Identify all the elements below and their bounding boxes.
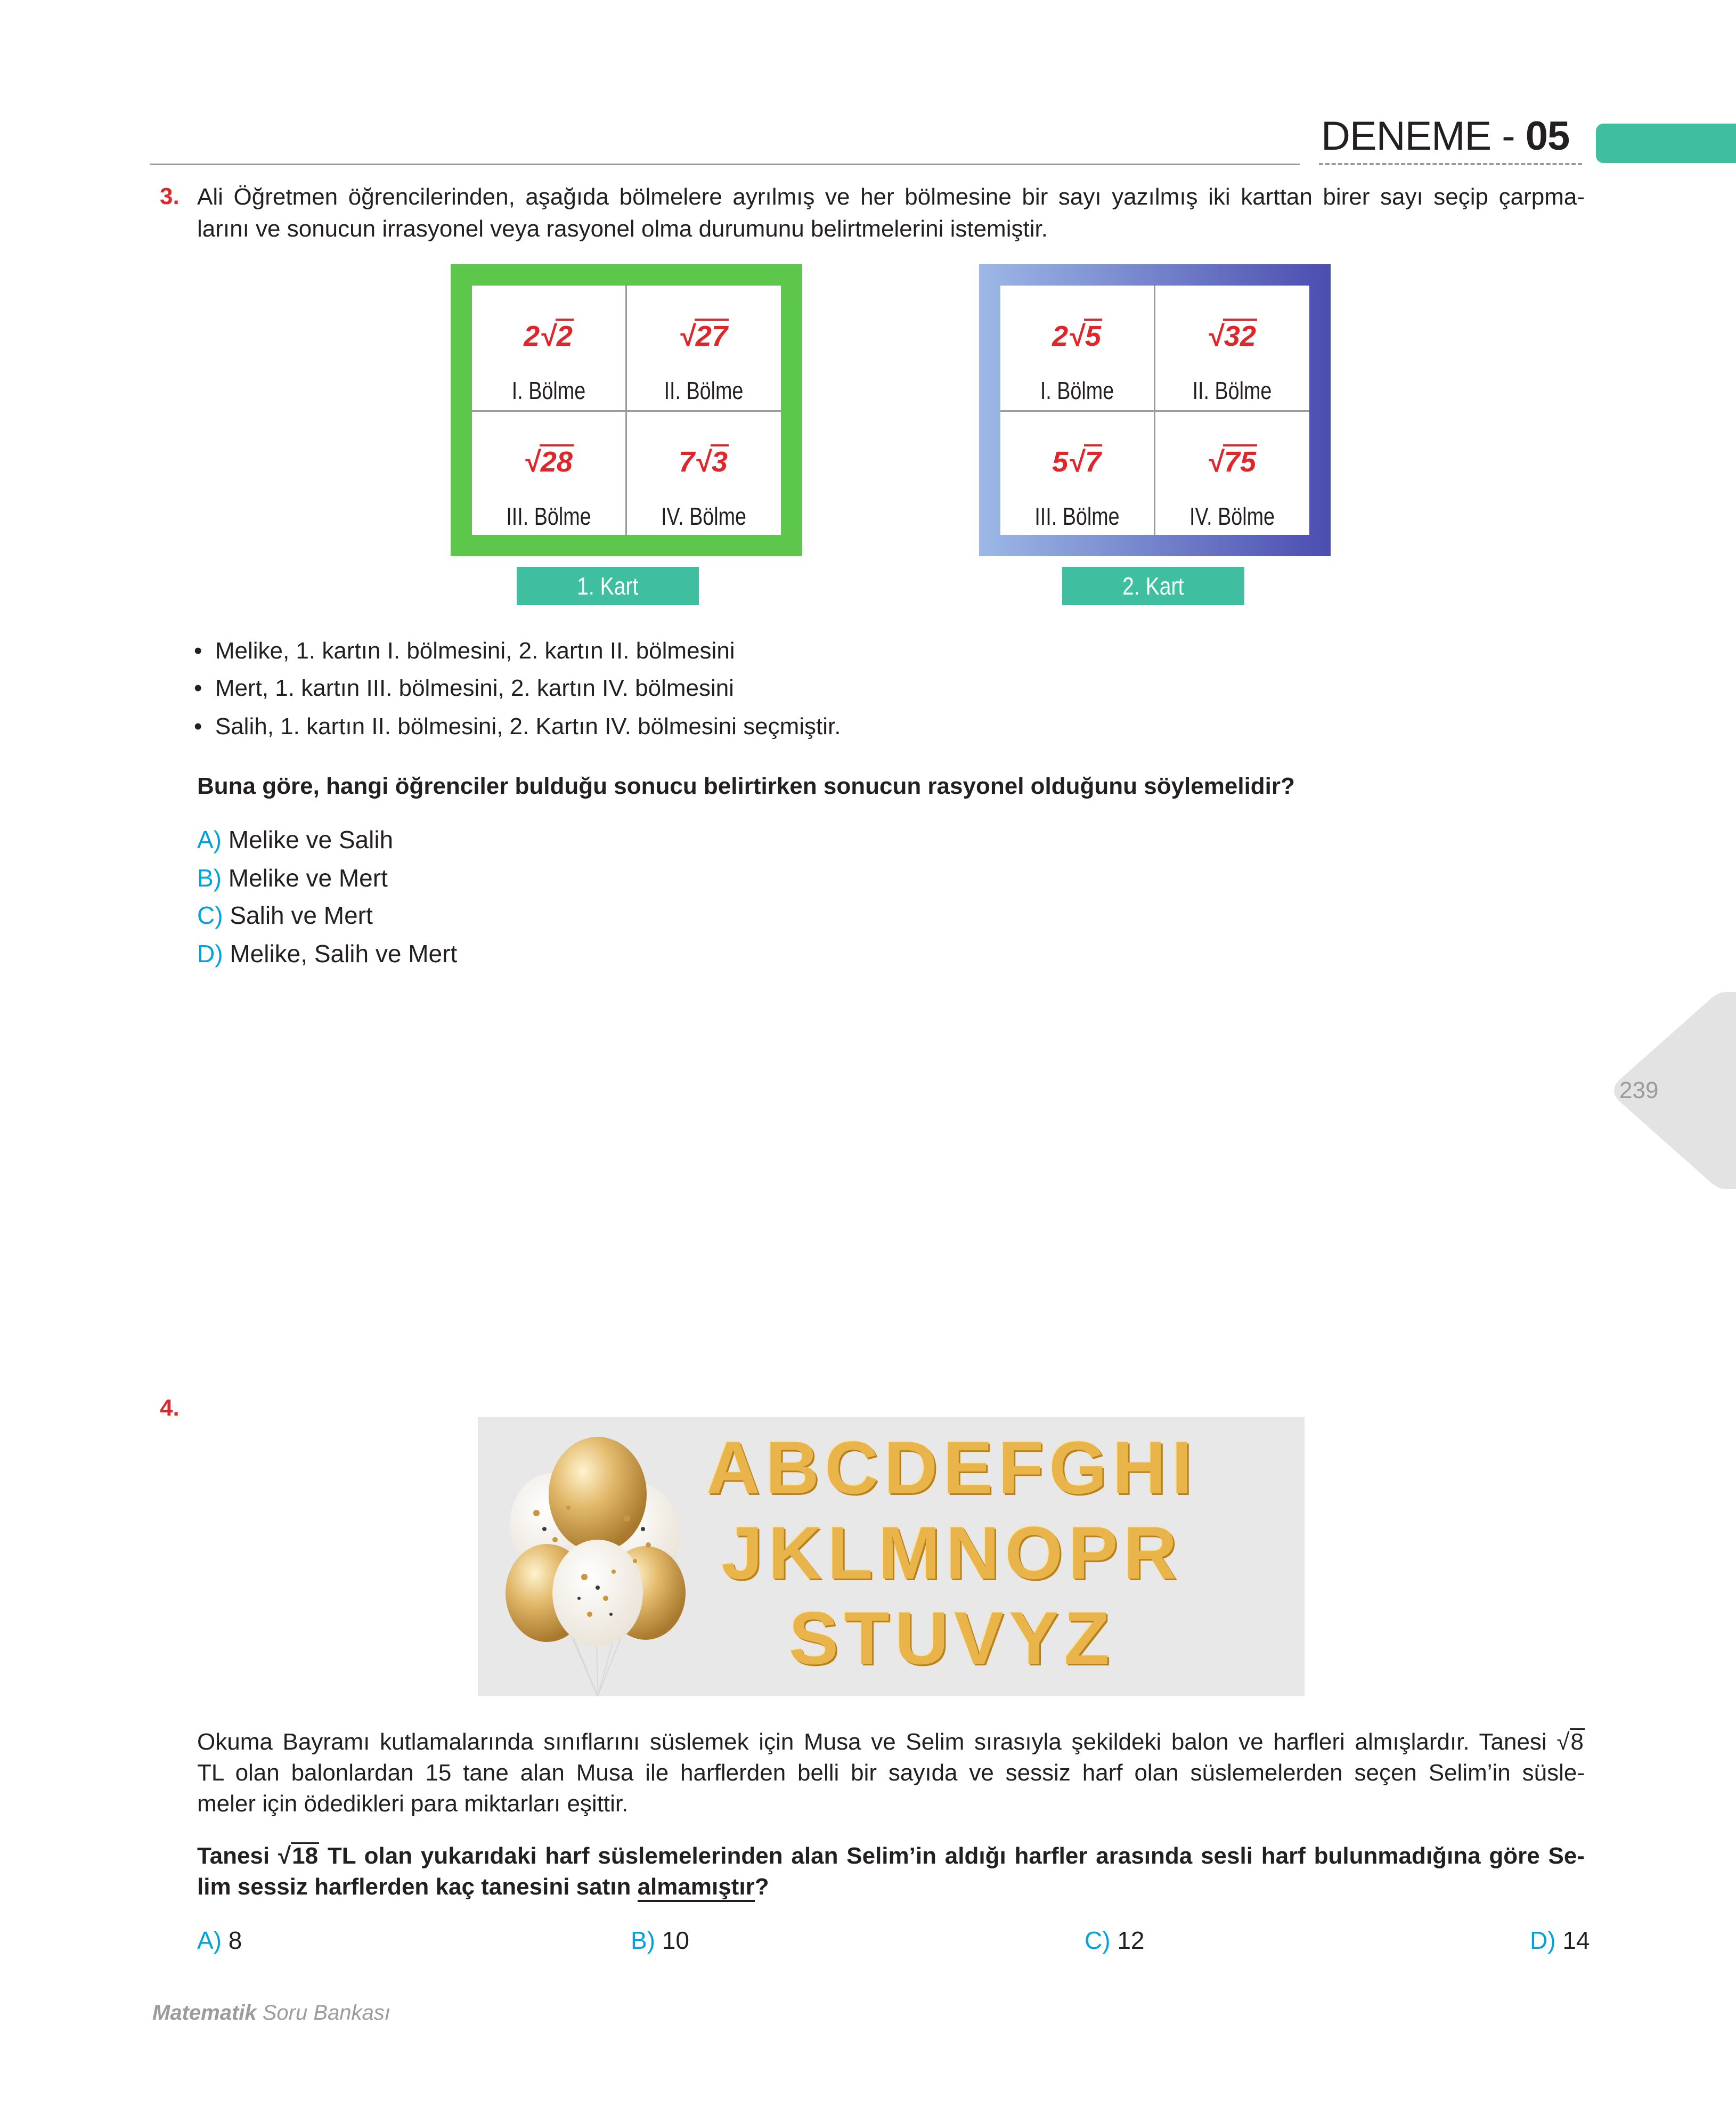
card-2-cell-1 xyxy=(1000,286,1154,410)
cell-value: 7√3 xyxy=(626,444,781,478)
page-number: 239 xyxy=(1619,1077,1659,1103)
q4-option-b[interactable]: B) 10 xyxy=(631,1926,689,1954)
card-2-tag: 2. Kart xyxy=(1062,567,1244,605)
card-1-cell-3 xyxy=(472,411,625,535)
cell-value: 5√7 xyxy=(1000,444,1154,478)
banner-row-1: ABCDEFGHI xyxy=(706,1426,1198,1509)
header-rule xyxy=(150,164,1300,165)
bullet-1: • Melike, 1. kartın I. bölmesini, 2. kartın II. bölmesini xyxy=(194,638,735,664)
card-1-cell-4 xyxy=(626,411,781,535)
cell-value: √28 xyxy=(472,444,625,478)
cell-label: II. Bölme xyxy=(664,377,744,404)
card-1 xyxy=(451,264,802,556)
question-4-prompt-line-1: Tanesi √18 TL olan yukarıdaki harf süslemelerinden alan Selim’in aldığı harfler arasında sesli harf bulunmadığına göre Se- xyxy=(197,1843,1585,1869)
title-underline xyxy=(1319,163,1582,165)
question-3-prompt: Buna göre, hangi öğrenciler bulduğu sonucu belirtirken sonucun rasyonel olduğunu söylemelidir? xyxy=(197,773,1295,799)
balloon-letters-image xyxy=(478,1417,1305,1696)
cell-value: √32 xyxy=(1155,319,1309,353)
question-4-prompt-line-2: lim sessiz harflerden kaç tanesini satın almamıştır? xyxy=(197,1871,769,1903)
cell-label: IV. Bölme xyxy=(661,502,747,530)
question-4-number: 4. xyxy=(160,1395,180,1421)
cell-label: IV. Bölme xyxy=(1189,502,1275,530)
title-prefix: DENEME - xyxy=(1321,113,1515,159)
card-2-cell-2 xyxy=(1155,286,1309,410)
cell-value: 2√5 xyxy=(1000,319,1154,353)
question-4-para-1-line-2: TL olan balonlardan 15 tane alan Musa ile harflerden belli bir sayıda ve sessiz harf olan süslemelerden seçen Selim’in süsle- xyxy=(197,1760,1585,1786)
banner-row-2: JKLMNOPR xyxy=(721,1511,1183,1595)
page-title xyxy=(1321,113,1569,159)
cell-value: 2√2 xyxy=(472,319,625,353)
card-2-cell-3 xyxy=(1000,411,1154,535)
cell-label: I. Bölme xyxy=(1040,377,1114,404)
question-4-para-1-line-3: meler için ödedikleri para miktarları eşittir. xyxy=(197,1791,629,1817)
question-3-number: 3. xyxy=(160,183,180,209)
bullet-2: • Mert, 1. kartın III. bölmesini, 2. kartın IV. bölmesini xyxy=(194,675,734,701)
q4-option-c[interactable]: C) 12 xyxy=(1085,1926,1145,1954)
header-tab xyxy=(1596,124,1736,163)
q3-option-b[interactable]: B) Melike ve Mert xyxy=(197,864,388,892)
question-3-line-2: larını ve sonucun irrasyonel veya rasyonel olma durumunu belirtmelerini istemiştir. xyxy=(197,216,1048,242)
question-3-line-1: Ali Öğretmen öğrencilerinden, aşağıda bölmelere ayrılmış ve her bölmesine bir sayı yazılmış iki karttan birer sayı seçip çarpma- xyxy=(197,184,1585,210)
cell-label: III. Bölme xyxy=(1034,502,1120,530)
q4-option-a[interactable]: A) 8 xyxy=(197,1926,242,1954)
card-2-cell-4 xyxy=(1155,411,1309,535)
q3-option-d[interactable]: D) Melike, Salih ve Mert xyxy=(197,940,458,967)
cell-label: I. Bölme xyxy=(511,377,586,404)
q3-option-a[interactable]: A) Melike ve Salih xyxy=(197,826,394,853)
card-2 xyxy=(979,264,1331,556)
q3-option-c[interactable]: C) Salih ve Mert xyxy=(197,901,373,929)
cell-value: √27 xyxy=(626,319,781,353)
card-1-tag: 1. Kart xyxy=(517,567,699,605)
card-1-cell-2 xyxy=(626,286,781,410)
card-1-cell-1 xyxy=(472,286,625,410)
question-4-para-1-line-1: Okuma Bayramı kutlamalarında sınıflarını süslemek için Musa ve Selim sırasıyla şekildeki balon ve harfleri almışlardır. Tanesi √8 xyxy=(197,1729,1584,1755)
banner-row-3: STUVYZ xyxy=(788,1596,1115,1680)
q4-option-d[interactable]: D) 14 xyxy=(1530,1926,1590,1954)
cell-label: III. Bölme xyxy=(506,502,591,530)
cell-label: II. Bölme xyxy=(1192,377,1272,404)
title-number: 05 xyxy=(1525,113,1570,159)
bullet-3: • Salih, 1. kartın II. bölmesini, 2. Kartın IV. bölmesini seçmiştir. xyxy=(194,713,841,739)
cell-value: √75 xyxy=(1155,444,1309,478)
footer-book-title: Matematik Soru Bankası xyxy=(152,2001,390,2024)
